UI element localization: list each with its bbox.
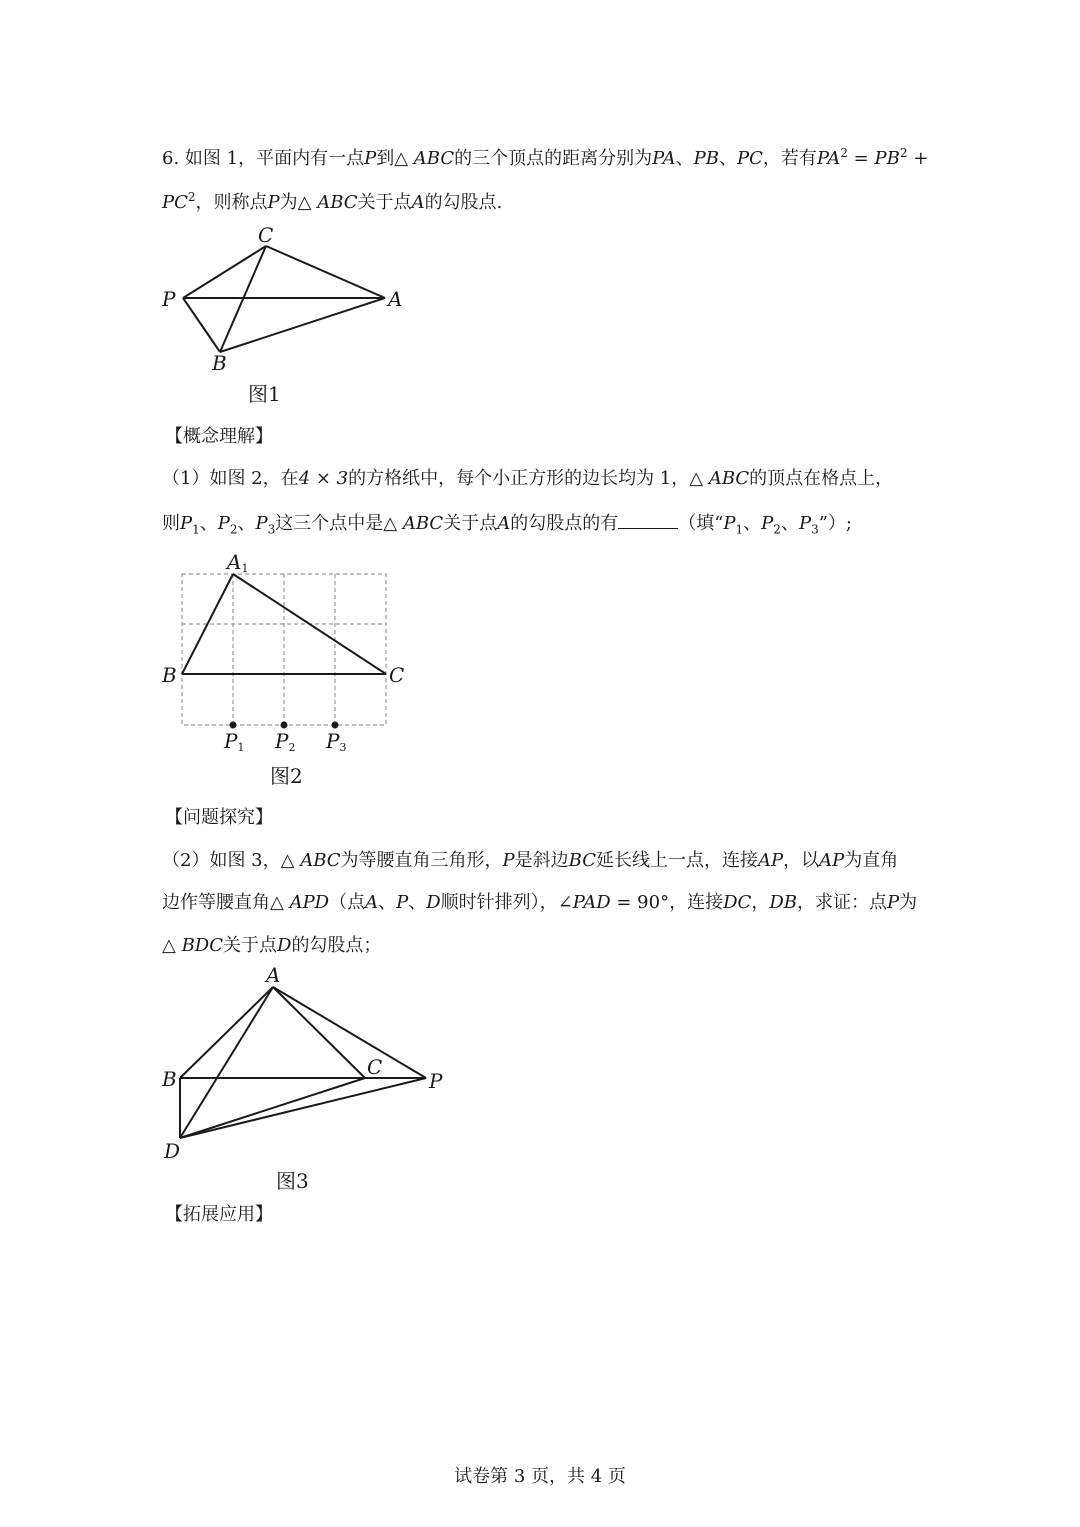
question-intro-line1: 6. 如图 1，平面内有一点P到△ ABC的三个顶点的距离分别为PA、PB、PC，若有$PA^2 = PB^2$ + xyxy=(162,146,929,169)
part1-line2: 则$P_1$、$P_2$、$P_3$这三个点中是△ ABC关于点A的勾股点的有 （填“$P_1$、$P_2$、$P_3$”）; xyxy=(162,510,852,543)
part2-line2: 边作等腰直角△ APD（点A、P、D顺时针排列），∠PAD = 90°，连接DC，DB，求证：点P为 xyxy=(162,892,918,913)
fig3-label-c: C xyxy=(367,1055,383,1079)
section-heading-explore: 【问题探究】 xyxy=(165,807,273,828)
point-p3 xyxy=(332,722,339,729)
fig1-label-a: A xyxy=(388,287,403,311)
question-intro-line2: $PC^2$，则称点P为△ ABC关于点A的勾股点. xyxy=(162,190,503,213)
fig2-label-p3: P3 xyxy=(326,729,347,754)
figure-2-caption: 图2 xyxy=(270,764,303,788)
fig3-label-a: A xyxy=(266,963,281,987)
point-p1 xyxy=(230,722,237,729)
fig1-label-b: B xyxy=(212,351,227,375)
fig3-label-d: D xyxy=(164,1139,181,1163)
fig1-label-p: P xyxy=(162,287,176,311)
figure-1 xyxy=(150,220,420,380)
part2-line3: △ BDC关于点D的勾股点； xyxy=(162,935,382,956)
figure-3 xyxy=(150,960,460,1165)
figure-3-diagram xyxy=(150,960,460,1165)
figure-1-caption: 图1 xyxy=(248,382,281,406)
figure-2-diagram xyxy=(150,545,420,760)
figure-2 xyxy=(150,545,420,760)
fig3-label-b: B xyxy=(162,1067,177,1091)
fig3-label-p: P xyxy=(429,1069,443,1093)
fig2-label-p1: P1 xyxy=(224,729,245,754)
part2-line1: （2）如图 3，△ ABC为等腰直角三角形，P是斜边BC延长线上一点，连接AP，以AP为直角 xyxy=(162,850,899,871)
point-p2 xyxy=(281,722,288,729)
fig2-label-c: C xyxy=(389,663,405,687)
grid-lines xyxy=(182,574,386,725)
section-heading-concept: 【概念理解】 xyxy=(165,426,273,447)
part1-line1: （1）如图 2，在4 × 3的方格纸中，每个小正方形的边长均为 1，△ ABC的顶点在格点上， xyxy=(162,468,894,489)
page-footer: 试卷第 3 页，共 4 页 xyxy=(454,1466,626,1487)
fig1-label-c: C xyxy=(258,223,274,247)
question-number: 6. xyxy=(162,148,180,169)
section-heading-extension: 【拓展应用】 xyxy=(165,1204,273,1225)
fig2-label-a1: A1 xyxy=(227,550,249,575)
fig2-label-b: B xyxy=(162,663,177,687)
figure-1-diagram xyxy=(150,220,420,380)
answer-blank[interactable] xyxy=(618,510,678,529)
fig2-label-p2: P2 xyxy=(275,729,296,754)
figure-3-caption: 图3 xyxy=(276,1169,309,1193)
